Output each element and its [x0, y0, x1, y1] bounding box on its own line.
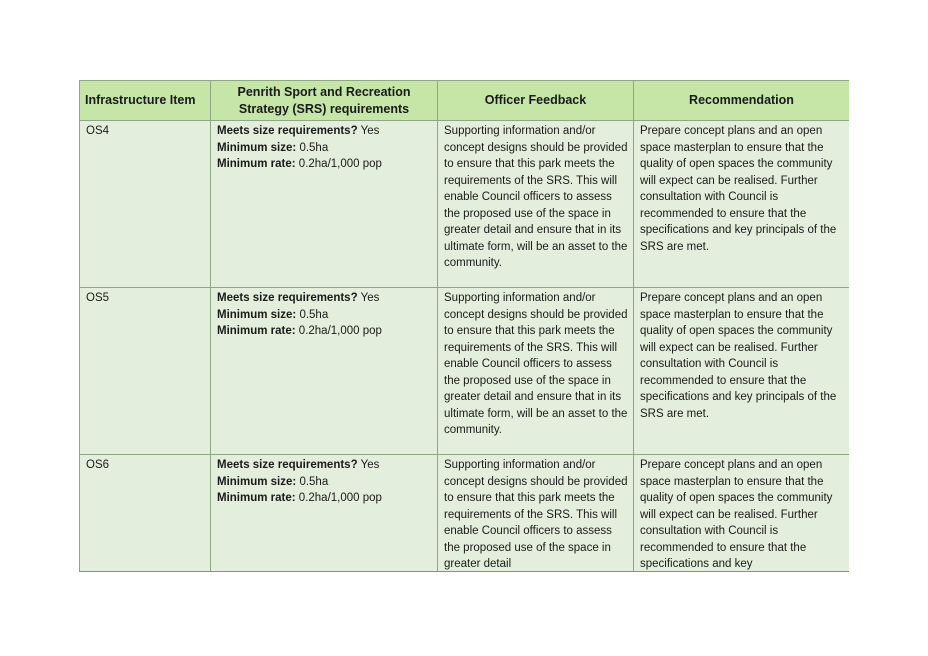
- cell-recommendation: Prepare concept plans and an open space masterplan to ensure that the quality of open spaces the community will expect can be realised. Further consultation with Council is recommended to ensure that the specifications and key: [634, 455, 850, 573]
- cell-infrastructure-item: OS4: [80, 121, 211, 288]
- header-recommendation: Recommendation: [634, 81, 850, 121]
- req-min-size-line: [217, 140, 432, 157]
- req-min-size-line: [217, 474, 432, 491]
- req-min-rate-value: 0.2ha/1,000 pop: [298, 325, 382, 337]
- req-min-size-value: 0.5ha: [299, 141, 329, 154]
- req-size-line: [217, 123, 432, 140]
- req-min-rate-value: 0.2ha/1,000 pop: [298, 158, 382, 170]
- header-srs-requirements: Penrith Sport and Recreation Strategy (SRS) requirements: [211, 81, 438, 121]
- req-min-size-value: 0.5ha: [299, 308, 329, 321]
- header-officer-feedback: Officer Feedback: [438, 81, 634, 121]
- infrastructure-table-grid: [79, 80, 849, 572]
- infrastructure-table: [79, 80, 849, 572]
- req-size-line: [217, 290, 432, 307]
- cell-recommendation: Prepare concept plans and an open space masterplan to ensure that the quality of open spaces the community will expect can be realised. Further consultation with Council is recommended to ensure that the specifications and key principals of the SRS are met.: [634, 121, 850, 288]
- header-infrastructure-item: Infrastructure Item: [80, 81, 211, 121]
- req-size-label: Meets size requirements?: [217, 292, 358, 304]
- req-size-label: Meets size requirements?: [217, 125, 358, 137]
- req-min-size-label: Minimum size:: [217, 308, 297, 321]
- req-min-rate-label: Minimum rate:: [217, 325, 296, 337]
- req-min-size-label: Minimum size:: [217, 141, 297, 154]
- cell-infrastructure-item: OS6: [80, 455, 211, 573]
- req-min-rate-line: [217, 490, 432, 507]
- req-min-rate-line: [217, 156, 432, 173]
- cell-recommendation: Prepare concept plans and an open space masterplan to ensure that the quality of open spaces the community will expect can be realised. Further consultation with Council is recommended to ensure that the specifications and key principals of the SRS are met.: [634, 288, 850, 455]
- req-min-size-line: [217, 307, 432, 324]
- req-min-rate-line: [217, 323, 432, 340]
- req-size-line: [217, 457, 432, 474]
- req-size-value: Yes: [360, 459, 380, 471]
- cell-officer-feedback: Supporting information and/or concept designs should be provided to ensure that this park meets the requirements of the SRS. This will enable Council officers to assess the proposed use of the space in greater detail and ensure that in its ultimate form, will be an asset to the community.: [438, 121, 634, 288]
- req-size-value: Yes: [360, 292, 380, 304]
- cell-srs-requirements: [211, 121, 438, 288]
- table-row: [80, 121, 850, 288]
- req-min-rate-label: Minimum rate:: [217, 158, 296, 170]
- table-row: [80, 455, 850, 573]
- cell-srs-requirements: [211, 455, 438, 573]
- cell-srs-requirements: [211, 288, 438, 455]
- table-header-row: [80, 81, 850, 121]
- cell-officer-feedback: Supporting information and/or concept designs should be provided to ensure that this park meets the requirements of the SRS. This will enable Council officers to assess the proposed use of the space in greater detail and ensure that in its ultimate form, will be an asset to the community.: [438, 288, 634, 455]
- req-min-rate-label: Minimum rate:: [217, 492, 296, 504]
- req-size-label: Meets size requirements?: [217, 459, 358, 471]
- req-min-size-value: 0.5ha: [299, 475, 329, 488]
- table-row: [80, 288, 850, 455]
- cell-infrastructure-item: OS5: [80, 288, 211, 455]
- cell-officer-feedback: Supporting information and/or concept designs should be provided to ensure that this park meets the requirements of the SRS. This will enable Council officers to assess the proposed use of the space in greater detail: [438, 455, 634, 573]
- req-size-value: Yes: [360, 125, 380, 137]
- req-min-rate-value: 0.2ha/1,000 pop: [298, 492, 382, 504]
- req-min-size-label: Minimum size:: [217, 475, 297, 488]
